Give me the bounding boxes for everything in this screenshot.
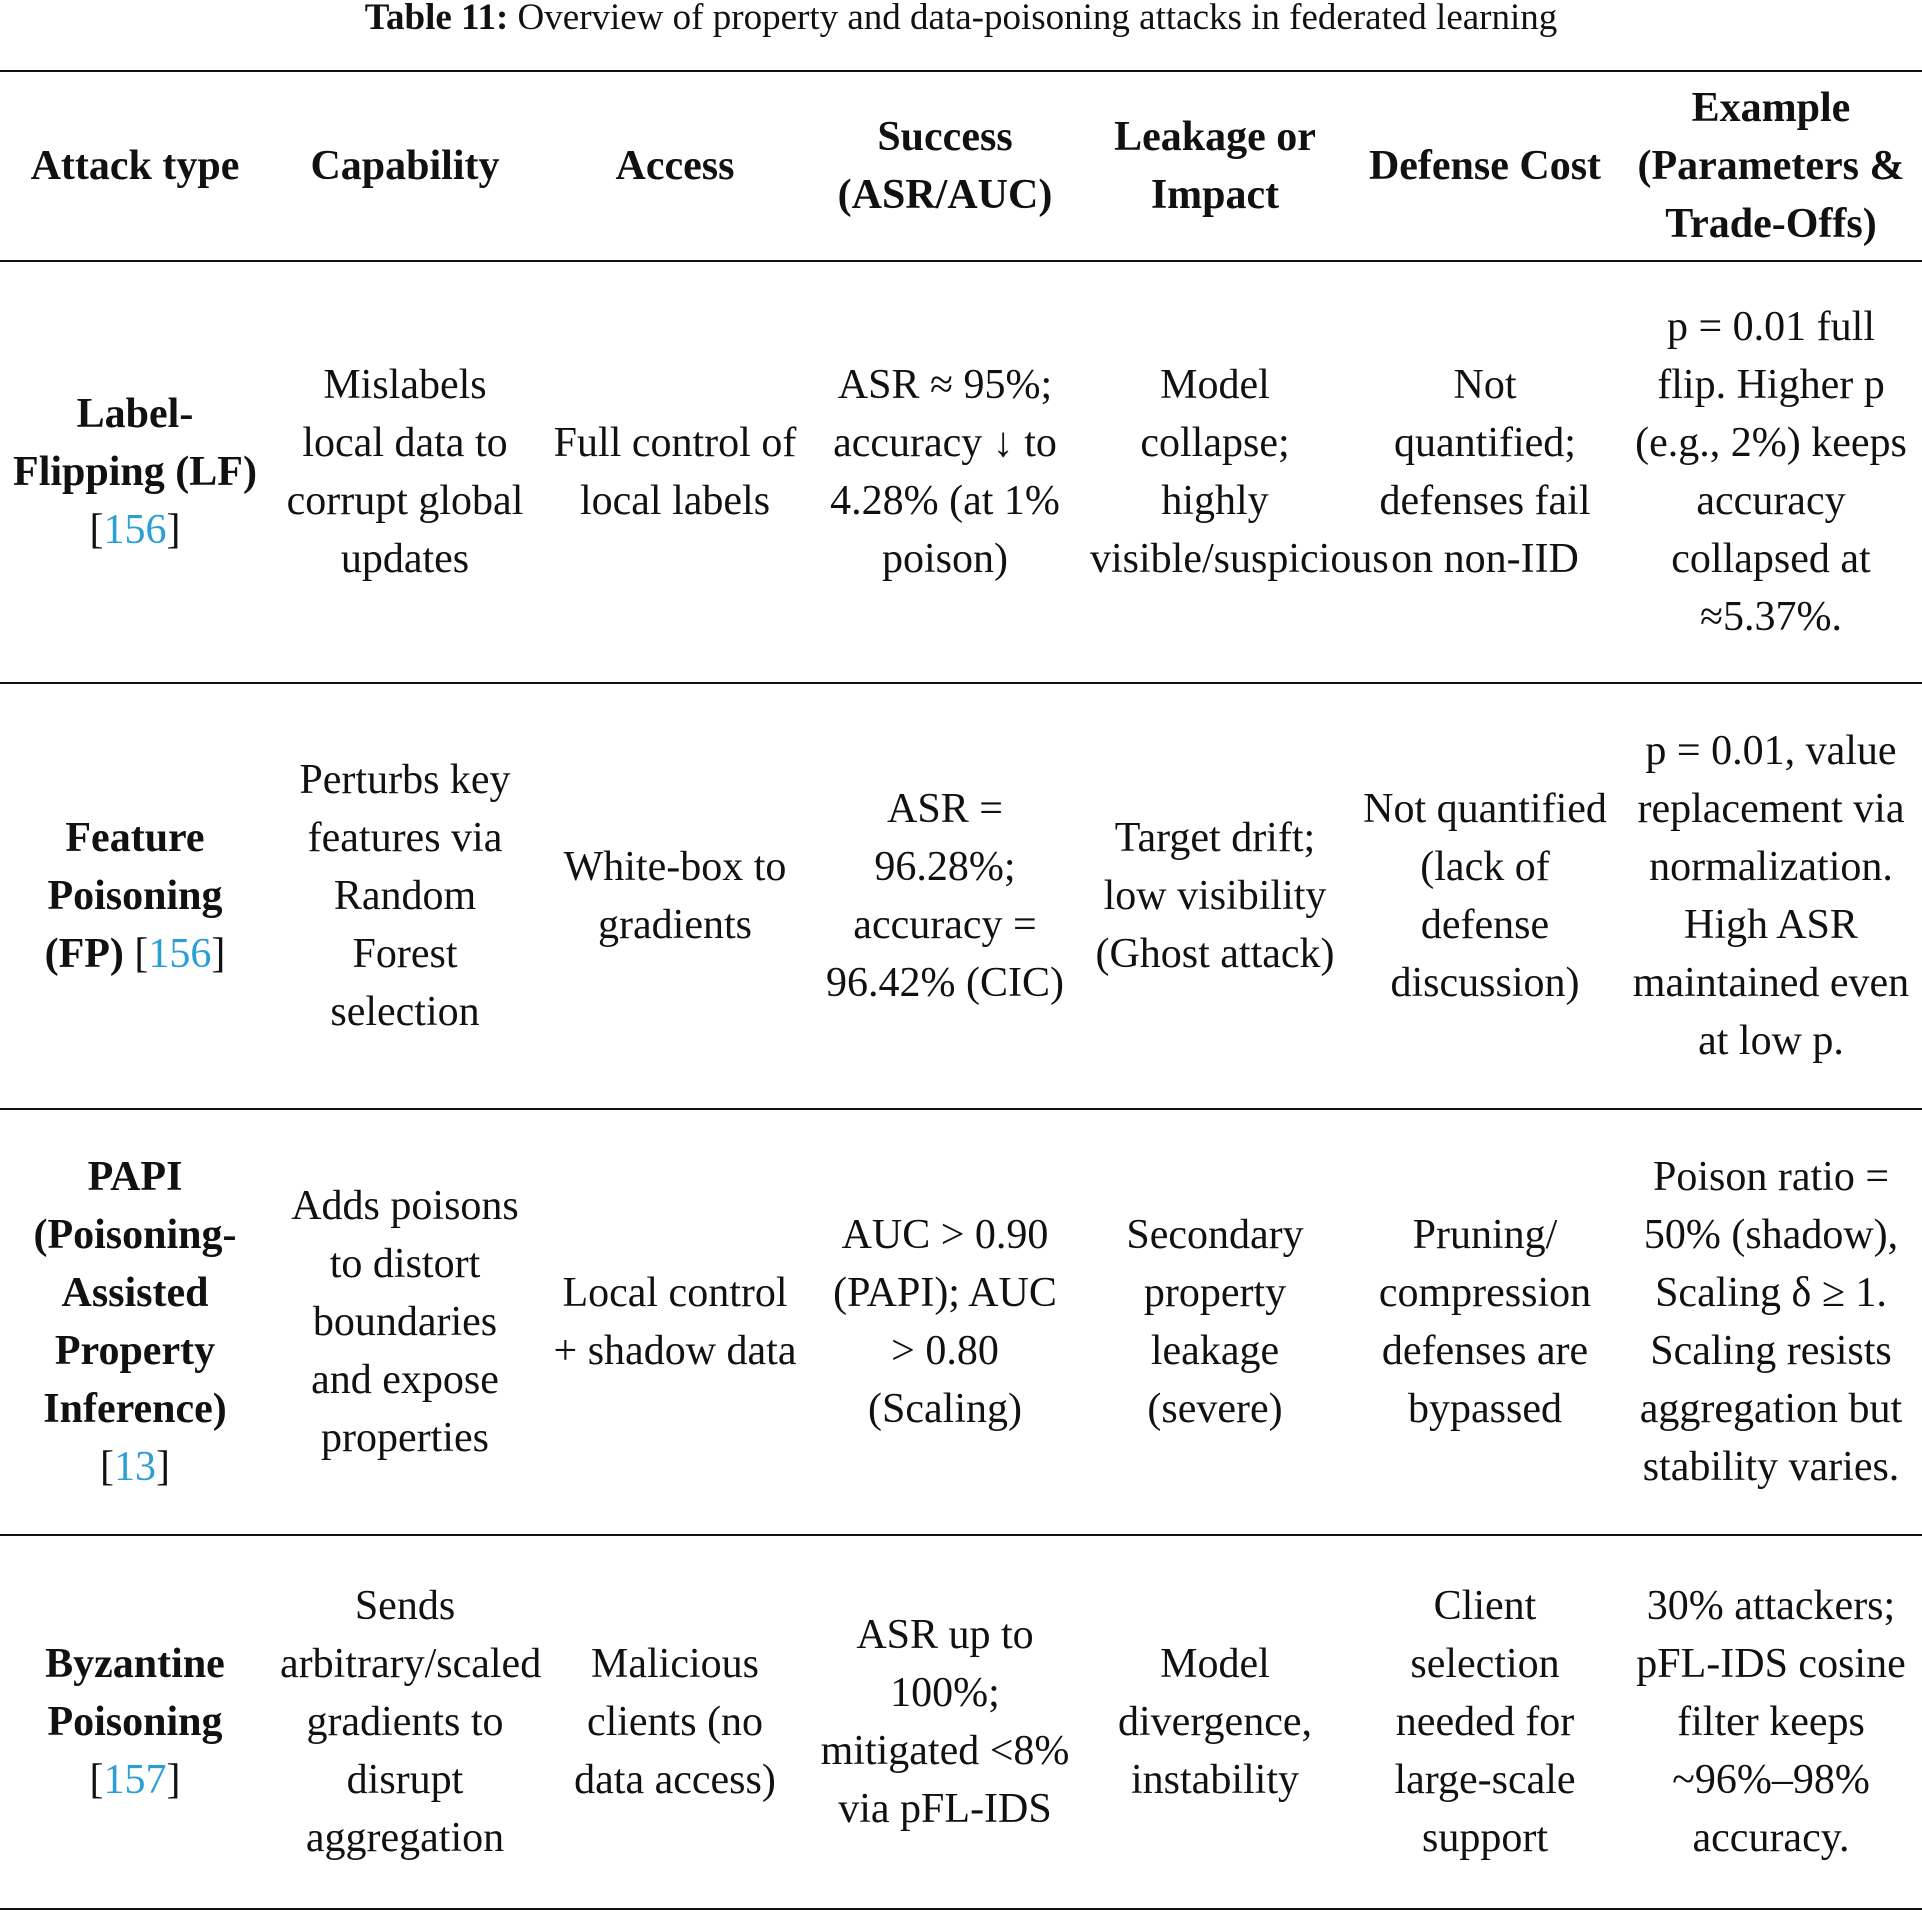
col-header-defense-cost: Defense Cost <box>1350 71 1620 261</box>
access-cell: White-box to gradients <box>563 844 787 948</box>
citation-link[interactable]: 157 <box>103 1757 167 1803</box>
caption-label: Table 11: <box>364 0 509 38</box>
defense-cost-cell: Client selection needed for large-scale support <box>1394 1583 1576 1861</box>
capability-cell: Perturbs key features via Random Forest selection <box>299 757 511 1035</box>
defense-cost-cell: Not quantified (lack of defense discussion) <box>1363 786 1607 1006</box>
impact-cell: Secondary property leakage (severe) <box>1126 1212 1304 1432</box>
citation-link[interactable]: 13 <box>114 1444 156 1490</box>
table-row <box>0 1535 1922 1909</box>
attack-type-cell: PAPI (Poisoning-Assisted Property Inference) [13] <box>33 1154 237 1490</box>
access-cell: Local control + shadow data <box>553 1270 797 1374</box>
attack-name: PAPI (Poisoning-Assisted Property Inference) <box>33 1154 237 1432</box>
success-cell: AUC > 0.90 (PAPI); AUC > 0.80 (Scaling) <box>833 1212 1057 1432</box>
col-header-impact: Leakage or Impact <box>1080 71 1350 261</box>
attack-name: Byzantine Poisoning <box>45 1641 225 1745</box>
caption-text: Overview of property and data-poisoning attacks in federated learning <box>517 0 1558 38</box>
col-header-success: Success (ASR/AUC) <box>810 71 1080 261</box>
citation-link[interactable]: 156 <box>103 507 167 553</box>
impact-cell: Model collapse; highly visible/suspicious <box>1090 362 1389 582</box>
example-cell: p = 0.01, value replacement via normalization. High ASR maintained even at low p. <box>1632 728 1910 1064</box>
header-row <box>0 71 1922 261</box>
example-cell: 30% attackers; pFL-IDS cosine filter keeps ~96%–98% accuracy. <box>1636 1583 1906 1861</box>
attack-type-cell: Feature Poisoning (FP) [156] <box>44 815 226 977</box>
col-header-capability: Capability <box>270 71 540 261</box>
success-cell: ASR ≈ 95%; accuracy ↓ to 4.28% (at 1% poison) <box>830 362 1060 582</box>
table-caption <box>0 0 1922 36</box>
table-row <box>0 1109 1922 1535</box>
defense-cost-cell: Not quantified; defenses fail on non-IID <box>1379 362 1591 582</box>
table-row <box>0 261 1922 683</box>
impact-cell: Model divergence, instability <box>1118 1641 1312 1803</box>
capability-cell: Adds poisons to distort boundaries and expose properties <box>291 1183 519 1461</box>
col-header-access: Access <box>540 71 810 261</box>
attacks-table <box>0 70 1922 1910</box>
table-row <box>0 683 1922 1109</box>
attack-type-cell: Byzantine Poisoning [157] <box>45 1641 225 1803</box>
example-cell: Poison ratio = 50% (shadow), Scaling δ ≥ 1. Scaling resists aggregation but stability varies. <box>1639 1154 1903 1490</box>
access-cell: Malicious clients (no data access) <box>574 1641 776 1803</box>
capability-cell: Mislabels local data to corrupt global updates <box>286 362 524 582</box>
success-cell: ASR = 96.28%; accuracy = 96.42% (CIC) <box>826 786 1064 1006</box>
access-cell: Full control of local labels <box>553 420 797 524</box>
citation-link[interactable]: 156 <box>148 931 212 977</box>
example-cell: p = 0.01 full flip. Higher p (e.g., 2%) keeps accuracy collapsed at ≈5.37%. <box>1635 304 1907 640</box>
capability-cell: Sends arbitrary/scaled gradients to disrupt aggregation <box>280 1583 542 1861</box>
impact-cell: Target drift; low visibility (Ghost attack) <box>1095 815 1335 977</box>
attack-name: Label-Flipping (LF) <box>13 391 257 495</box>
col-header-example: Example (Parameters & Trade-Offs) <box>1620 71 1922 261</box>
attack-name: Feature Poisoning (FP) <box>44 815 223 977</box>
attack-type-cell: Label-Flipping (LF) [156] <box>13 391 257 553</box>
defense-cost-cell: Pruning/ compression defenses are bypassed <box>1378 1212 1592 1432</box>
col-header-attack-type: Attack type <box>0 71 270 261</box>
success-cell: ASR up to 100%; mitigated <8% via pFL-IDS <box>820 1612 1070 1832</box>
